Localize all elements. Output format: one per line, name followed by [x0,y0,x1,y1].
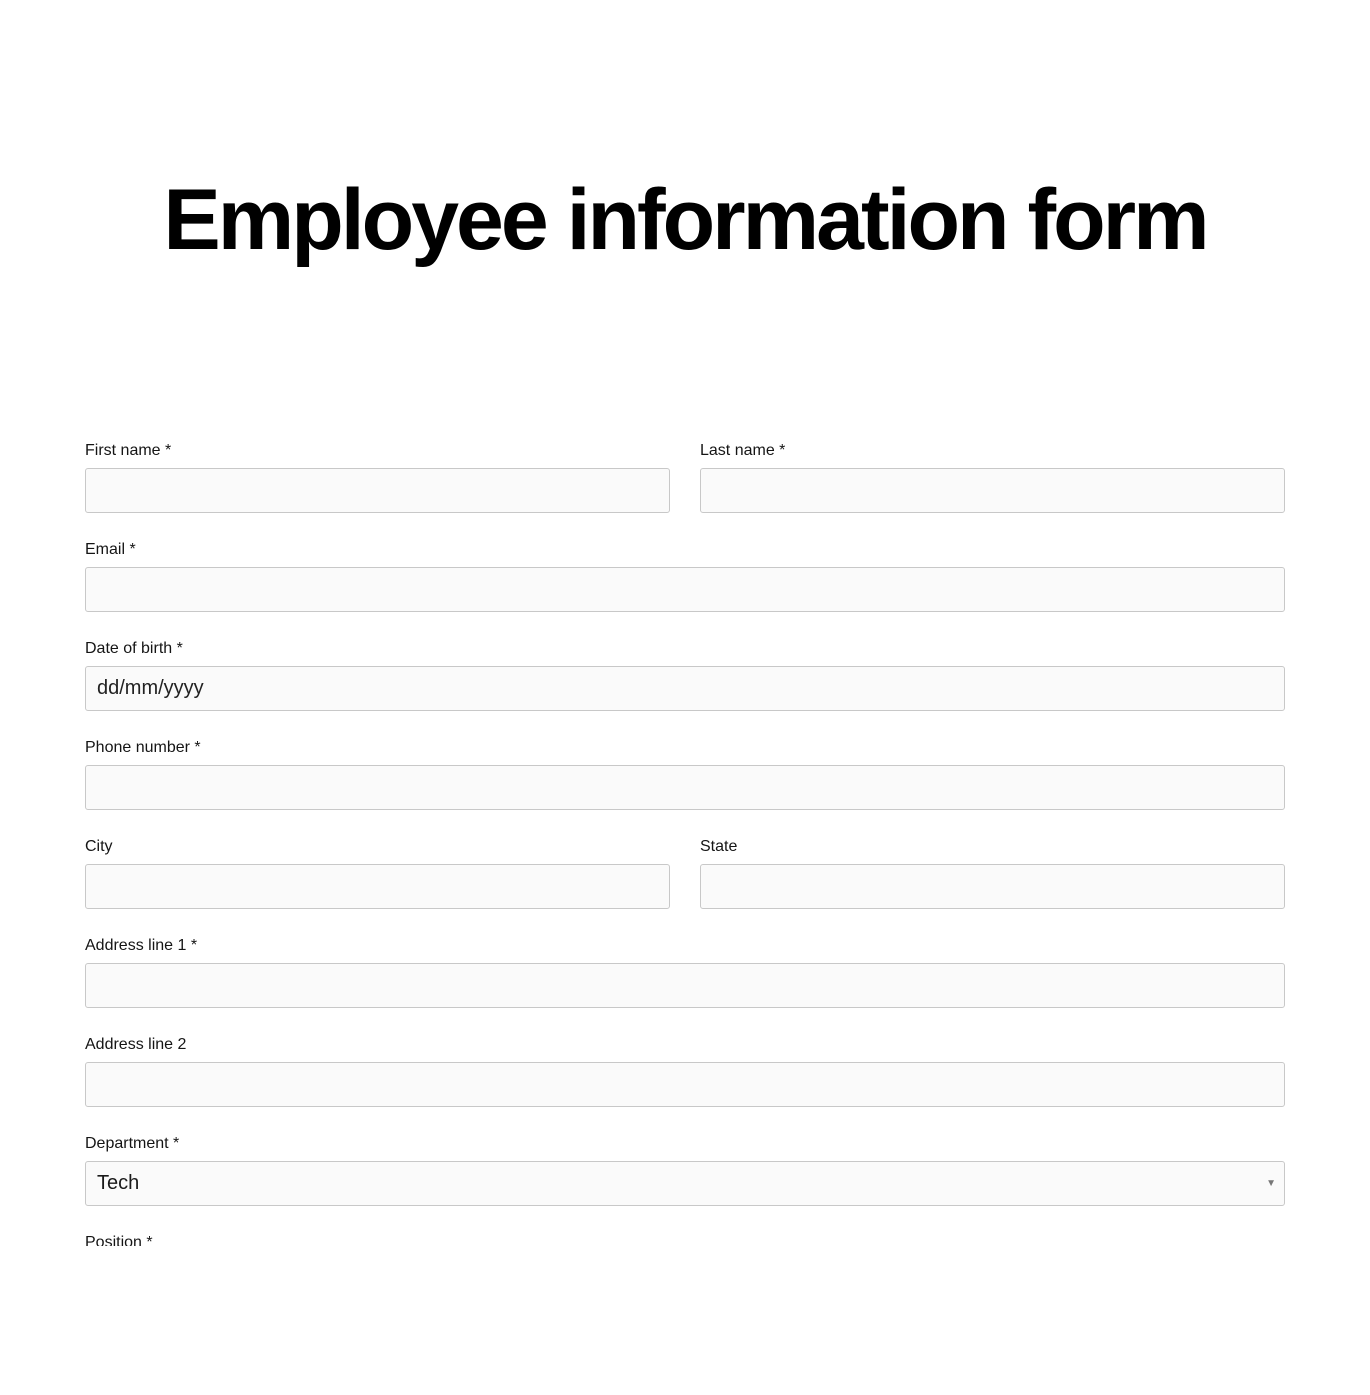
department-select[interactable] [85,1161,1285,1206]
state-group [700,832,1285,931]
last-name-input[interactable] [700,468,1285,513]
first-name-label: First name * [85,442,172,459]
position-label: Position * [85,1234,153,1246]
city-label: City [85,838,113,855]
last-name-label: Last name * [700,442,786,459]
dob-input[interactable] [85,666,1285,711]
phone-group [85,733,1285,832]
dob-group [85,634,1285,733]
phone-row [85,733,1285,832]
first-name-input[interactable] [85,468,670,513]
department-row [85,1129,1285,1228]
email-row [85,535,1285,634]
first-name-group [85,436,670,535]
city-input[interactable] [85,864,670,909]
address1-group [85,931,1285,1030]
position-row [85,1228,1285,1246]
address2-label: Address line 2 [85,1036,187,1053]
address2-input[interactable] [85,1062,1285,1107]
employee-form [85,436,1285,1246]
email-label: Email * [85,541,136,558]
address1-label: Address line 1 * [85,937,198,954]
location-row [85,832,1285,931]
dob-label: Date of birth * [85,640,183,657]
address2-row [85,1030,1285,1129]
email-group [85,535,1285,634]
department-label: Department * [85,1135,180,1152]
address1-row [85,931,1285,1030]
state-input[interactable] [700,864,1285,909]
page-title: Employee information form [163,172,1207,268]
phone-input[interactable] [85,765,1285,810]
address1-input[interactable] [85,963,1285,1008]
email-input[interactable] [85,567,1285,612]
name-row [85,436,1285,535]
department-group [85,1129,1285,1228]
phone-label: Phone number * [85,739,201,756]
city-group [85,832,670,931]
department-selected-value: Tech [97,1172,140,1194]
address2-group [85,1030,1285,1129]
dob-row [85,634,1285,733]
last-name-group [700,436,1285,535]
position-group [85,1228,1285,1246]
state-label: State [700,838,738,855]
chevron-down-icon: ▼ [1266,1177,1276,1189]
dob-value: dd/mm/yyyy [97,677,204,699]
